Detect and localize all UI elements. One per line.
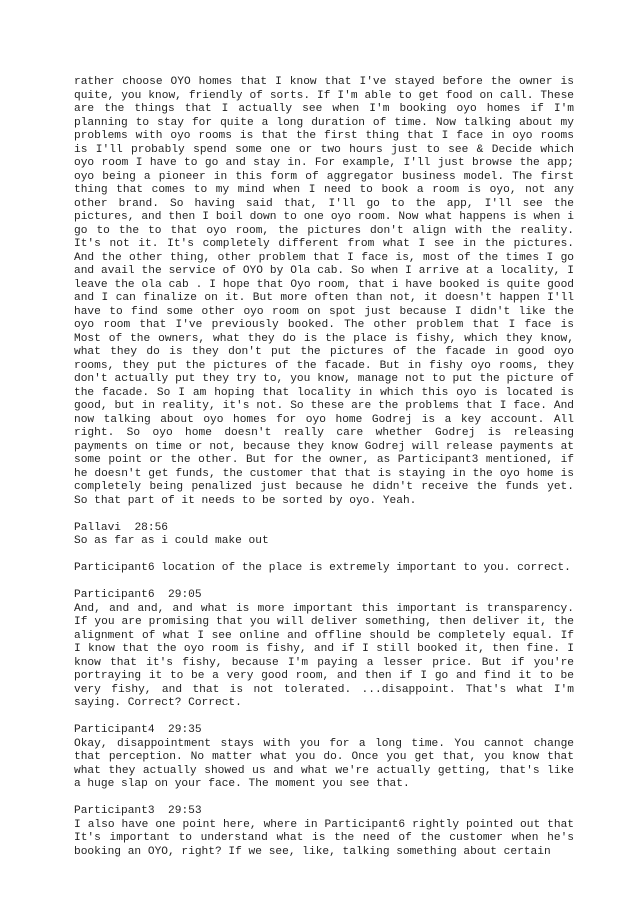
entry-text: And, and and, and what is more important this important is transparency. If you are promising that you will deliver something, then deliver it, the alignment of what I see online and offline should be completely equal. If I know that the oyo room is fishy, and if I still booked it, then fine. I know that it's fishy, because I'm paying a lesser price. But if you're portraying it to be a very good room, and then if I go and find it to be very fishy, and that is not tolerated. ...disappoint. That's what I'm saying. Correct? Correct. <box>74 602 574 709</box>
entry-text: So as far as i could make out <box>74 535 269 547</box>
timestamp: 28:56 <box>134 521 169 534</box>
transcript-entry-participant4 <box>74 724 574 792</box>
speaker-name: Participant4 <box>74 724 155 736</box>
transcript-body <box>74 76 574 873</box>
transcript-entry-pallavi <box>74 522 574 549</box>
speaker-line <box>74 589 574 603</box>
entry-text: I also have one point here, where in Participant6 rightly pointed out that It's important to understand what is the need of the customer when he's booking an OYO, right? If we see, like, talking something about certain <box>74 818 574 858</box>
speaker-line <box>74 805 574 819</box>
transcript-paragraph: rather choose OYO homes that I know that I've stayed before the owner is quite, you know, friendly of sorts. If I'm able to get food on call. These are the things that I actually see when I'm booking oyo homes if I'm planning to stay for quite a long duration of time. Now talking about my problems with oyo rooms is that the first thing that I face in oyo rooms is I'll probably spend some one or two hours just to see & Decide which oyo room I have to go and stay in. For example, I'll just browse the app; oyo being a pioneer in this form of aggregator business model. The first thing that comes to my mind when I need to book a room is oyo, not any other brand. So having said that, I'll go to the app, I'll see the pictures, and then I boil down to one oyo room. Now what happens is when i go to the to that oyo room, the pictures don't align with the reality. It's not it. It's completely different from what I see in the pictures. And the other thing, other problem that I face is, most of the times I go and avail the service of OYO by Ola cab. So when I arrive at a locality, I leave the ola cab . I hope that Oyo room, that i have booked is quite good and I can finalize on it. But more often than not, it doesn't happen I'll have to find some other oyo room on spot just because I didn't like the oyo room that I've previously booked. The other problem that I face is Most of the owners, what they do is the place is fishy, which they know, what they do is they don't put the pictures of the facade in good oyo rooms, they put the pictures of the facade. But in fishy oyo rooms, they don't actually put they try to, you know, manage not to put the picture of the facade. So I am hoping that locality in which this oyo is located is good, but in reality, it's not. So these are the problems that I face. And now talking about oyo homes for oyo home Godrej is a key account. All right. So oyo home doesn't really care whether Godrej is releasing payments on time or not, because they know Godrej will release payments at some point or the other. But for the owner, as Participant3 mentioned, if he doesn't get funds, the customer that that is staying in the oyo home is completely being penalized just because he didn't receive the funds yet. So that part of it needs to be sorted by oyo. Yeah. <box>74 76 574 507</box>
speaker-line <box>74 522 574 536</box>
timestamp: 29:53 <box>168 805 202 817</box>
timestamp: 29:35 <box>168 724 202 736</box>
timestamp: 29:05 <box>168 589 202 601</box>
speaker-name: Participant6 <box>74 589 155 601</box>
transcript-entry-participant6 <box>74 589 574 711</box>
transcript-entry-participant3 <box>74 805 574 859</box>
transcript-entry-note <box>74 562 574 576</box>
entry-text: Participant6 location of the place is extremely important to you. correct. <box>74 562 571 574</box>
speaker-name: Pallavi <box>74 521 121 534</box>
speaker-name: Participant3 <box>74 805 155 817</box>
entry-text: Okay, disappointment stays with you for a long time. You cannot change that perception. No matter what you do. Once you get that, you know that what they actually showed us and what we're actually getting, that's like a huge slap on your face. The moment you see that. <box>74 737 574 790</box>
speaker-line <box>74 724 574 738</box>
